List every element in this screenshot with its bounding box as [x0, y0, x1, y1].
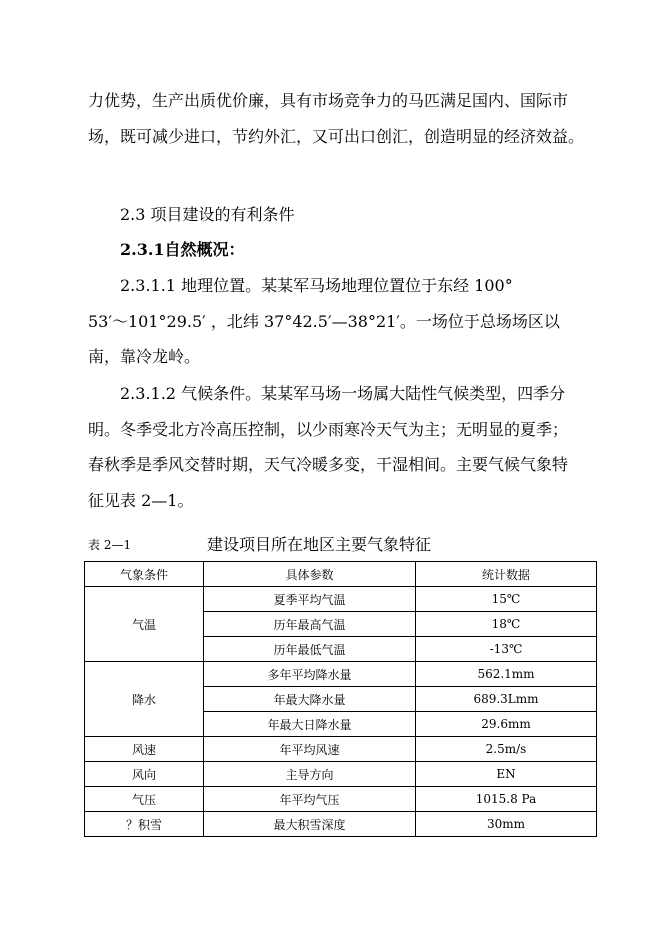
body-text-line: 春秋季是季风交替时期，天气冷暖多变，干湿相间。主要气候气象特 [88, 455, 569, 474]
climate-table [84, 561, 597, 837]
body-text-line: 场，既可减少进口，节约外汇，又可出口创汇，创造明显的经济效益。 [88, 127, 585, 146]
body-text-line: 力优势，生产出质优价廉，具有市场竞争力的马匹满足国内、国际市 [88, 91, 569, 110]
body-text-line: 征见表 2—1。 [88, 491, 194, 510]
value-cell: 30mm [416, 812, 597, 837]
table-row [85, 737, 597, 762]
param-cell: 年平均风速 [204, 737, 416, 762]
group-cell: ？积雪 [85, 812, 204, 837]
table-header-cell: 气象条件 [85, 562, 204, 587]
param-cell: 年平均气压 [204, 787, 416, 812]
group-cell: 气温 [85, 587, 204, 662]
value-cell: 562.1mm [416, 662, 597, 687]
value-cell: 18℃ [416, 612, 597, 637]
group-cell: 气压 [85, 787, 204, 812]
body-text-line: 明。冬季受北方冷高压控制，以少雨寒冷天气为主；无明显的夏季； [88, 420, 569, 439]
body-text-line: 53′～101°29.5′ ，北纬 37°42.5′—38°21′。一场位于总场场区以 [88, 312, 560, 331]
section-heading: 2.3 项目建设的有利条件 [120, 205, 295, 224]
param-cell: 多年平均降水量 [204, 662, 416, 687]
table-row [85, 787, 597, 812]
value-cell: 1015.8 Pa [416, 787, 597, 812]
param-cell: 年最大降水量 [204, 687, 416, 712]
value-cell: -13℃ [416, 637, 597, 662]
value-cell: 29.6mm [416, 712, 597, 737]
param-cell: 最大积雪深度 [204, 812, 416, 837]
subsection-heading: 2.3.1自然概况： [120, 240, 245, 259]
table-header-cell: 统计数据 [416, 562, 597, 587]
table-label: 表 2—1 [88, 538, 132, 552]
param-cell: 夏季平均气温 [204, 587, 416, 612]
value-cell: 15℃ [416, 587, 597, 612]
body-text-line: 2.3.1.1 地理位置。某某军马场地理位置位于东经 100° [120, 276, 513, 295]
group-cell: 风速 [85, 737, 204, 762]
body-text-line: 2.3.1.2 气候条件。某某军马场一场属大陆性气候类型，四季分 [120, 384, 566, 403]
table-header-cell: 具体参数 [204, 562, 416, 587]
value-cell: EN [416, 762, 597, 787]
value-cell: 689.3Lmm [416, 687, 597, 712]
param-cell: 历年最低气温 [204, 637, 416, 662]
group-cell: 风向 [85, 762, 204, 787]
param-cell: 主导方向 [204, 762, 416, 787]
param-cell: 年最大日降水量 [204, 712, 416, 737]
table-row [85, 762, 597, 787]
table-row [85, 812, 597, 837]
table-row [85, 662, 597, 687]
table-title: 建设项目所在地区主要气象特征 [207, 535, 432, 554]
body-text-line: 南，靠冷龙岭。 [88, 347, 201, 366]
group-cell: 降水 [85, 662, 204, 737]
value-cell: 2.5m/s [416, 737, 597, 762]
table-header-row [85, 562, 597, 587]
table-row [85, 587, 597, 612]
param-cell: 历年最高气温 [204, 612, 416, 637]
